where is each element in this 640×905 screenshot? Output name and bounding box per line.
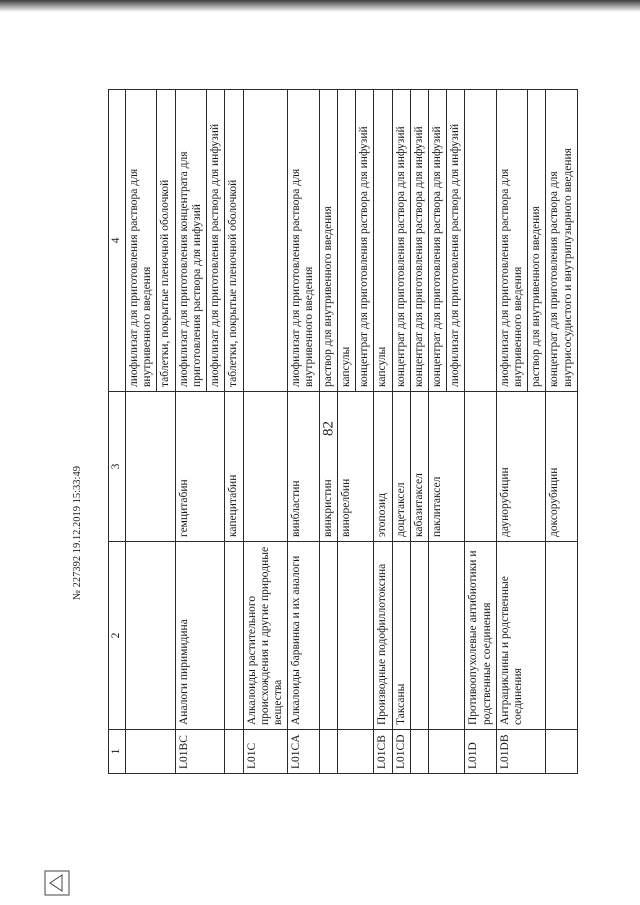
drug-name-cell — [243, 392, 288, 542]
table-row — [410, 90, 428, 774]
drug-name-cell — [126, 392, 176, 542]
dosage-form-cell: концентрат для приготовления раствора для инфузий — [392, 90, 410, 392]
atc-code-cell — [546, 730, 577, 774]
header-cell: 1 — [109, 730, 126, 774]
atc-code-cell — [126, 730, 176, 774]
atc-code-cell: L01D — [465, 730, 496, 774]
group-name-cell — [126, 542, 176, 730]
drug-name-cell: даунорубицин — [496, 392, 546, 542]
table-row — [496, 90, 527, 774]
drug-name-cell: винкристин — [319, 392, 337, 542]
group-name-cell — [337, 542, 373, 730]
drug-name-cell — [465, 392, 496, 542]
dosage-form-cell: концентрат для приготовления раствора для внутрисосудистого и внутрипузырного введения — [546, 90, 577, 392]
dosage-form-cell: лиофилизат для приготовления раствора для внутривенного введения — [126, 90, 157, 392]
drug-name-cell: винбластин — [288, 392, 319, 542]
header-cell: 4 — [109, 90, 126, 392]
group-name-cell: Таксаны — [392, 542, 410, 730]
group-name-cell — [428, 542, 464, 730]
table-row — [465, 90, 496, 774]
dosage-form-cell: лиофилизат для приготовления раствора для инфузий — [447, 90, 465, 392]
atc-code-cell — [319, 730, 337, 774]
group-name-cell: Противоопухолевые антибиотики и родственные соединения — [465, 542, 496, 730]
table-row — [374, 90, 392, 774]
dosage-form-cell: лиофилизат для приготовления раствора для внутривенного введения — [496, 90, 527, 392]
dosage-form-cell: раствор для внутривенного введения — [528, 90, 546, 392]
atc-code-cell: L01CA — [288, 730, 319, 774]
table-row — [175, 90, 206, 774]
dosage-form-cell: капсулы — [337, 90, 355, 392]
atc-code-cell: L01BC — [175, 730, 225, 774]
dosage-form-cell: таблетки, покрытые пленочной оболочкой — [157, 90, 175, 392]
scan-edge-shadow — [0, 0, 640, 12]
drug-name-cell: доксорубицин — [546, 392, 577, 542]
registry-stamp-icon — [44, 870, 70, 896]
group-name-cell — [225, 542, 243, 730]
drug-name-cell: этопозид — [374, 392, 392, 542]
atc-code-cell: L01DB — [496, 730, 546, 774]
atc-code-cell — [337, 730, 373, 774]
table-row — [225, 90, 243, 774]
page-number: 82 — [320, 421, 337, 436]
table-row — [288, 90, 319, 774]
drug-name-cell: винорелбин — [337, 392, 373, 542]
dosage-form-cell — [465, 90, 496, 392]
group-name-cell — [410, 542, 428, 730]
dosage-form-cell: концентрат для приготовления раствора для инфузий — [410, 90, 428, 392]
document-footer: № 227392 19.12.2019 15:33:49 — [72, 466, 83, 600]
table-body — [126, 90, 578, 774]
dosage-form-cell: концентрат для приготовления раствора для инфузий — [356, 90, 374, 392]
group-name-cell: Антрациклины и родственные соединения — [496, 542, 546, 730]
drug-name-cell: паклитаксел — [428, 392, 464, 542]
header-cell: 2 — [109, 542, 126, 730]
dosage-form-cell: раствор для внутривенного введения — [319, 90, 337, 392]
header-cell: 3 — [109, 392, 126, 542]
group-name-cell: Алкалоиды растительного происхождения и другие природные вещества — [243, 542, 288, 730]
drug-name-cell: доцетаксел — [392, 392, 410, 542]
dosage-form-cell: лиофилизат для приготовления концентрата для приготовления раствора для инфузий — [175, 90, 206, 392]
table-row — [319, 90, 337, 774]
drug-table — [108, 89, 578, 774]
group-name-cell: Аналоги пиримидина — [175, 542, 225, 730]
drug-name-cell: гемцитабин — [175, 392, 225, 542]
drug-name-cell: капецитабин — [225, 392, 243, 542]
dosage-form-cell — [243, 90, 288, 392]
table-row — [546, 90, 577, 774]
dosage-form-cell: лиофилизат для приготовления раствора для внутривенного введения — [288, 90, 319, 392]
table-row — [392, 90, 410, 774]
atc-code-cell: L01CB — [374, 730, 392, 774]
table-row — [337, 90, 355, 774]
dosage-form-cell: капсулы — [374, 90, 392, 392]
atc-code-cell: L01CD — [392, 730, 410, 774]
group-name-cell: Алкалоиды барвинка и их аналоги — [288, 542, 319, 730]
table-row — [126, 90, 157, 774]
dosage-form-cell: концентрат для приготовления раствора для инфузий — [428, 90, 446, 392]
atc-code-cell: L01C — [243, 730, 288, 774]
table-header-row — [109, 90, 126, 774]
group-name-cell: Производные подофиллотоксина — [374, 542, 392, 730]
table-row — [428, 90, 446, 774]
atc-code-cell — [410, 730, 428, 774]
group-name-cell — [319, 542, 337, 730]
drug-name-cell: кабазитаксел — [410, 392, 428, 542]
drug-table-rotated — [108, 90, 574, 774]
dosage-form-cell: лиофилизат для приготовления раствора для инфузий — [207, 90, 225, 392]
atc-code-cell — [428, 730, 464, 774]
atc-code-cell — [225, 730, 243, 774]
table-row — [243, 90, 288, 774]
dosage-form-cell: таблетки, покрытые пленочной оболочкой — [225, 90, 243, 392]
group-name-cell — [546, 542, 577, 730]
